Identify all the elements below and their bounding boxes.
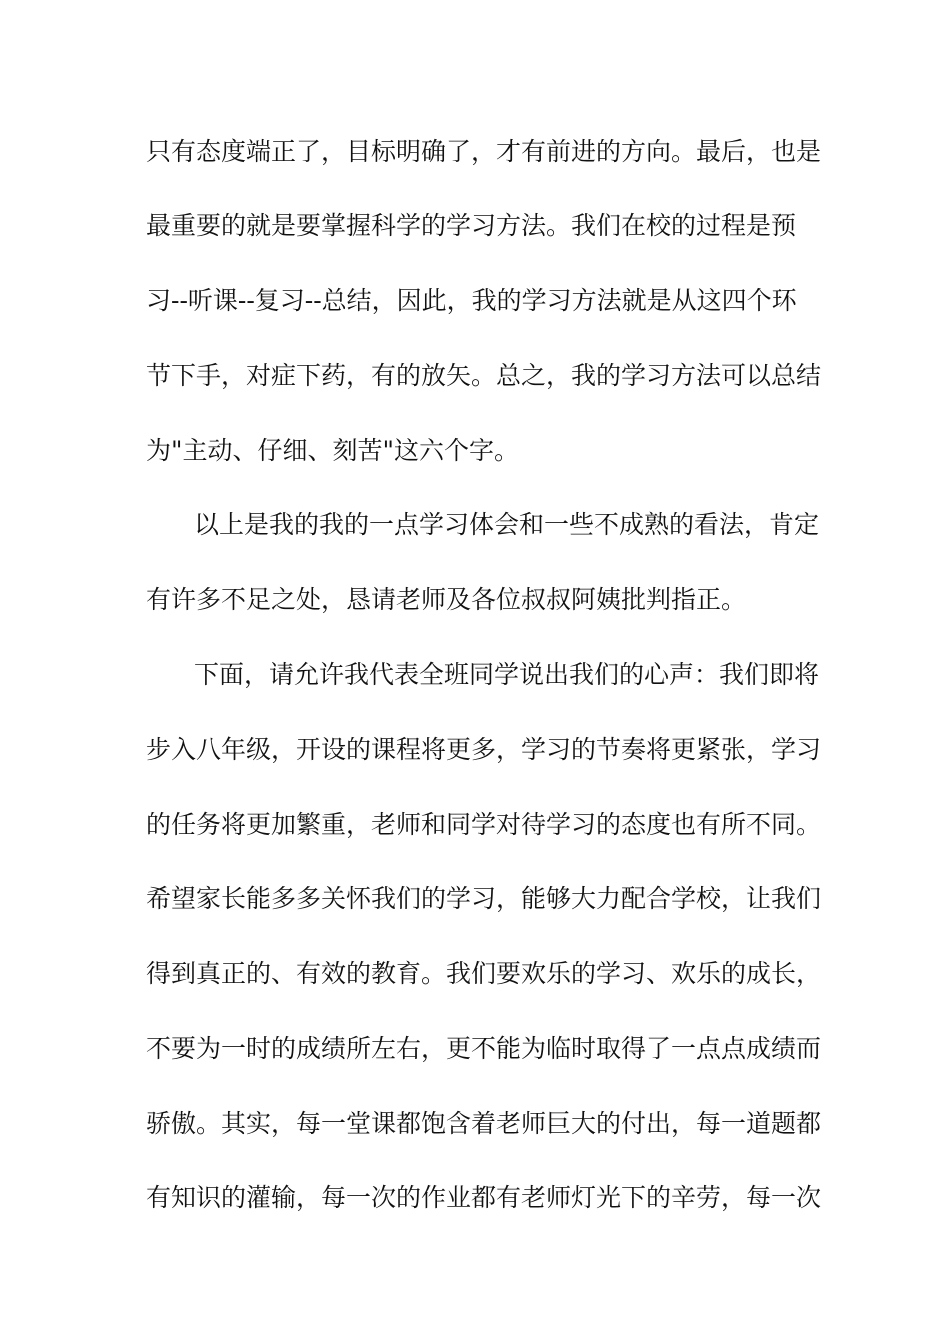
- body-text-line: 只有态度端正了，目标明确了，才有前进的方向。最后，也是: [146, 137, 822, 166]
- body-text-line: 的任务将更加繁重，老师和同学对待学习的态度也有所不同。: [146, 810, 822, 839]
- body-text-line: 骄傲。其实，每一堂课都饱含着老师巨大的付出，每一道题都: [146, 1109, 822, 1138]
- body-text-line: 希望家长能多多关怀我们的学习，能够大力配合学校，让我们: [146, 884, 822, 913]
- body-text-line: 为"主动、仔细、刻苦"这六个字。: [146, 436, 519, 465]
- body-text-line: 步入八年级，开设的课程将更多，学习的节奏将更紧张，学习: [146, 735, 822, 764]
- body-text-line: 不要为一时的成绩所左右，更不能为临时取得了一点点成绩而: [146, 1034, 822, 1063]
- body-text-line: 习--听课--复习--总结，因此，我的学习方法就是从这四个环: [146, 286, 797, 315]
- paragraph-first-line: 以上是我的我的一点学习体会和一些不成熟的看法，肯定: [194, 510, 820, 539]
- paragraph-first-line: 下面，请允许我代表全班同学说出我们的心声：我们即将: [194, 660, 820, 689]
- body-text-line: 节下手，对症下药，有的放矢。总之，我的学习方法可以总结: [146, 361, 822, 390]
- body-text-line: 有许多不足之处，恳请老师及各位叔叔阿姨批判指正。: [146, 585, 747, 614]
- body-text-line: 有知识的灌输，每一次的作业都有老师灯光下的辛劳，每一次: [146, 1183, 822, 1212]
- body-text-line: 得到真正的、有效的教育。我们要欢乐的学习、欢乐的成长，: [146, 959, 822, 988]
- body-text-line: 最重要的就是要掌握科学的学习方法。我们在校的过程是预: [146, 211, 797, 240]
